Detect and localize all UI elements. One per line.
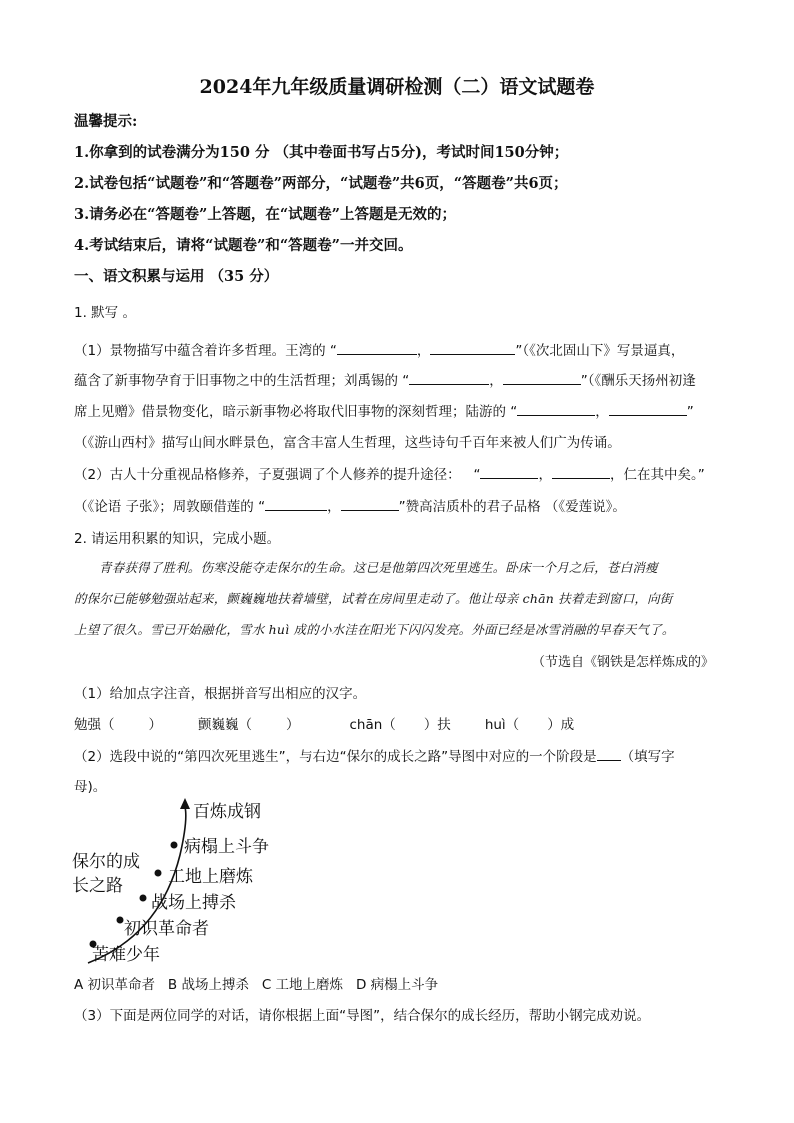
option-c[interactable]: C 工地上磨炼 — [261, 977, 344, 993]
stage-dot — [155, 870, 162, 877]
tips-heading: 温馨提示: — [74, 113, 138, 130]
section-heading: 一、语文积累与运用 （35 分） — [74, 268, 279, 285]
answer-blank[interactable] — [552, 464, 610, 479]
passage-source: （节选自《钢铁是怎样炼成的》 — [531, 655, 714, 670]
text: 席上见赠》借景物变化，暗示新事物必将取代旧事物的深刻哲理；陆游的 “ — [74, 404, 518, 420]
stage-label: 病榻上斗争 — [184, 837, 269, 857]
answer-blank[interactable] — [252, 715, 286, 729]
text: ）成 — [547, 717, 575, 733]
text: （2）选段中说的“第四次死里逃生”，与右边“保尔的成长之路”导图中对应的一个阶段是 — [74, 749, 597, 765]
pinyin-word-1: 勉强（ — [74, 717, 115, 733]
text: ” — [686, 404, 694, 420]
question-2-label: 2. 请运用积累的知识，完成小题。 — [74, 531, 281, 547]
arrow-head — [180, 798, 190, 809]
text: （填写字 — [620, 749, 675, 765]
text: ， — [327, 499, 341, 515]
text: ， — [538, 467, 552, 483]
stage-dot — [140, 895, 147, 902]
text: ， — [416, 343, 431, 359]
text: （2）古人十分重视品格修养，子夏强调了个人修养的提升途径： — [74, 467, 461, 483]
stage-label: 战场上搏杀 — [151, 893, 236, 913]
question-1-label: 1. 默写 。 — [74, 305, 136, 321]
text: （《论语 子张》；周敦颐借莲的 “ — [74, 499, 266, 515]
pinyin-row — [74, 713, 574, 733]
stage-dot — [117, 917, 124, 924]
answer-blank[interactable] — [480, 464, 538, 479]
diagram-caption: 长之路 — [72, 876, 123, 896]
question-1-paragraph-1 — [74, 339, 684, 359]
answer-blank[interactable] — [519, 715, 547, 729]
question-1-paragraph-4: （《游山西村》描写山间水畔景色，富含丰富人生哲理，这些诗句千百年来被人们广为传诵。 — [74, 435, 621, 451]
sub-question-2-cont: 母)。 — [74, 779, 107, 795]
option-d[interactable]: D 病榻上斗争 — [355, 977, 439, 993]
stage-dot — [171, 842, 178, 849]
exam-title: 2024年九年级质量调研检测（二）语文试题卷 — [199, 76, 595, 98]
text: ”（《酬乐天扬州初逢 — [580, 373, 696, 389]
text: 蕴含了新事物孕育于旧事物之中的生活哲理；刘禹锡的 “ — [74, 373, 410, 389]
text: ） — [286, 717, 300, 733]
question-1-paragraph-2 — [74, 369, 696, 389]
tip-item-4: 4.考试结束后，请将“试题卷”和“答题卷”一并交回。 — [74, 237, 413, 254]
text: ）扶 — [423, 717, 451, 733]
sub-question-2 — [74, 745, 675, 765]
stage-label: 百炼成钢 — [193, 802, 261, 822]
answer-blank[interactable] — [265, 496, 327, 511]
answer-blank[interactable] — [337, 340, 417, 355]
passage-line-1: 青春获得了胜利。伤寒没能夺走保尔的生命。这已是他第四次死里逃生。卧床一个月之后，苍白消瘦 — [99, 560, 658, 575]
tip-item-3: 3.请务必在“答题卷”上答题，在“试题卷”上答题是无效的； — [74, 206, 456, 223]
answer-blank[interactable] — [409, 370, 489, 385]
stage-label: 初识革命者 — [124, 919, 209, 939]
text: ”（《次北固山下》写景逼真， — [515, 343, 685, 359]
answer-blank[interactable] — [503, 370, 581, 385]
passage-line-2: 的保尔已能够勉强站起来，颤巍巍地扶着墙壁，试着在房间里走动了。他让母亲 chān 扶着走到窗口，向街 — [74, 591, 673, 606]
stage-label: 苦难少年 — [92, 945, 160, 965]
pinyin-word-2: 颤巍巍（ — [198, 717, 252, 733]
question-1-paragraph-3 — [74, 400, 694, 420]
stage-label: 工地上磨炼 — [168, 867, 253, 887]
text: “ — [473, 467, 481, 483]
option-a[interactable]: A 初识革命者 — [74, 977, 156, 993]
question-1-paragraph-5 — [74, 463, 705, 483]
text: ） — [148, 717, 162, 733]
passage-line-3: 上望了很久。雪已开始融化，雪水 huì 成的小水洼在阳光下闪闪发亮。外面已经是冰雪消融的早春天气了。 — [74, 622, 675, 637]
answer-options — [74, 973, 438, 993]
answer-blank[interactable] — [396, 715, 424, 729]
pinyin-word-3: chān（ — [349, 717, 396, 733]
option-b[interactable]: B 战场上搏杀 — [167, 977, 249, 993]
tip-item-2: 2.试卷包括“试题卷”和“答题卷”两部分，“试题卷”共6页，“答题卷”共6页； — [74, 175, 568, 192]
diagram-caption: 保尔的成 — [72, 852, 140, 872]
text: ， — [595, 404, 609, 420]
text: ， — [489, 373, 503, 389]
sub-question-1: （1）给加点字注音，根据拼音写出相应的汉字。 — [74, 686, 367, 702]
answer-blank[interactable] — [115, 715, 149, 729]
answer-blank[interactable] — [430, 340, 515, 355]
answer-blank[interactable] — [609, 401, 687, 416]
text: ”赞高洁质朴的君子品格 （《爱莲说》。 — [398, 499, 626, 515]
growth-path-diagram — [60, 795, 320, 970]
answer-blank[interactable] — [341, 496, 399, 511]
question-1-paragraph-6 — [74, 495, 626, 515]
text: ，仁在其中矣。” — [609, 467, 705, 483]
pinyin-word-4: huì（ — [484, 717, 520, 733]
answer-blank[interactable] — [517, 401, 595, 416]
text: （1）景物描写中蕴含着许多哲理。王湾的 “ — [74, 343, 337, 359]
sub-question-3: （3）下面是两位同学的对话，请你根据上面“导图”，结合保尔的成长经历，帮助小钢完成劝说。 — [74, 1008, 651, 1024]
tip-item-1: 1.你拿到的试卷满分为150 分 （其中卷面书写占5分)，考试时间150分钟； — [74, 144, 569, 161]
answer-blank[interactable] — [597, 746, 621, 761]
